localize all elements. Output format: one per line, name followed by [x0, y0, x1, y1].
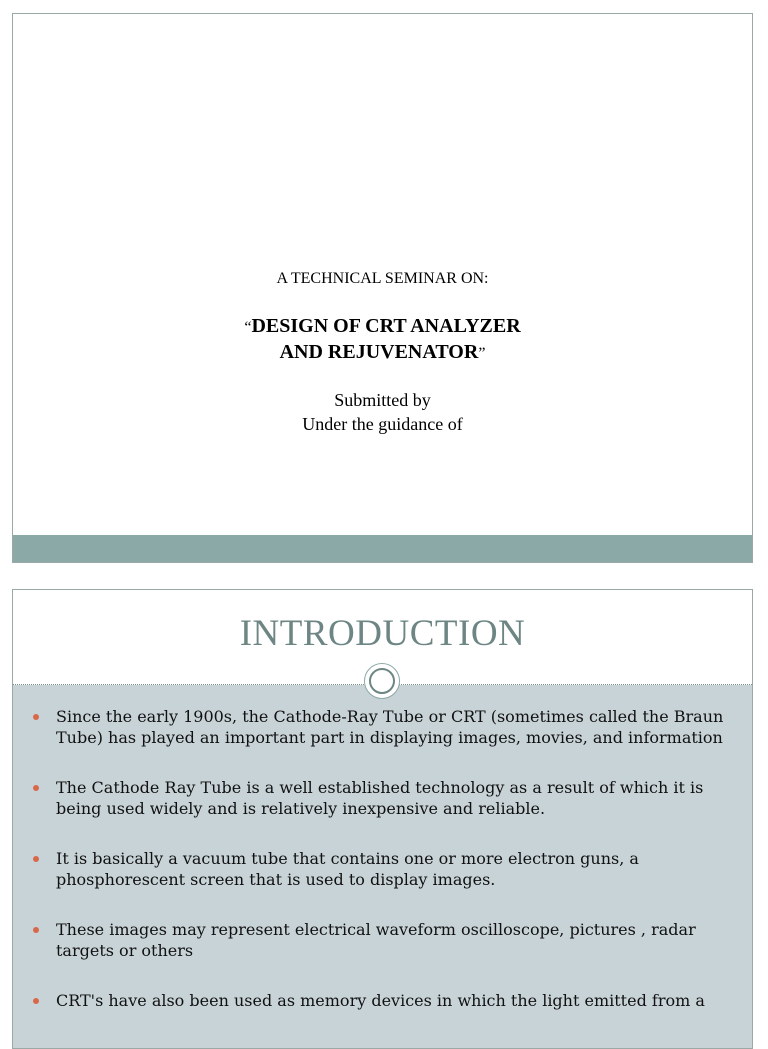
bullet-text: Since the early 1900s, the Cathode-Ray Tube or CRT (sometimes called the Braun Tube) has played an important part in displaying images, movies, and information: [56, 707, 724, 747]
bullet-dot-icon: [33, 856, 39, 862]
bullet-dot-icon: [33, 785, 39, 791]
title-slide: [12, 13, 753, 563]
bullet-item: [33, 707, 733, 748]
slide-title: INTRODUCTION: [239, 613, 526, 654]
bullet-item: [33, 920, 733, 961]
bullet-dot-icon: [33, 998, 39, 1004]
bullet-text: It is basically a vacuum tube that contains one or more electron guns, a phosphorescent screen that is used to display images.: [56, 849, 639, 889]
bullet-text: The Cathode Ray Tube is a well established technology as a result of which it is being used widely and is relatively inexpensive and reliable.: [56, 778, 704, 818]
title-open-quote: “: [244, 319, 252, 336]
submitted-by: Submitted by: [334, 390, 431, 410]
bullet-text: CRT's have also been used as memory devices in which the light emitted from a: [56, 991, 705, 1010]
bullet-item: [33, 991, 733, 1012]
bullet-list: [33, 707, 733, 1042]
bullet-text: These images may represent electrical waveform oscilloscope, pictures , radar targets or others: [56, 920, 696, 960]
guidance-line: Under the guidance of: [302, 414, 463, 434]
bullet-dot-icon: [33, 714, 39, 720]
seminar-subtitle: A TECHNICAL SEMINAR ON:: [276, 270, 489, 287]
seminar-title: [13, 314, 752, 366]
accent-band: [13, 535, 752, 562]
inner-ring: [369, 668, 395, 694]
title-close-quote: ”: [478, 345, 486, 362]
bullet-dot-icon: [33, 927, 39, 933]
circle-ornament-icon: [364, 663, 400, 699]
title-line-2: AND REJUVENATOR: [279, 341, 479, 363]
bullet-item: [33, 778, 733, 819]
title-line-1: DESIGN OF CRT ANALYZER: [251, 315, 521, 337]
introduction-slide: [12, 589, 753, 1049]
bullet-item: [33, 849, 733, 890]
